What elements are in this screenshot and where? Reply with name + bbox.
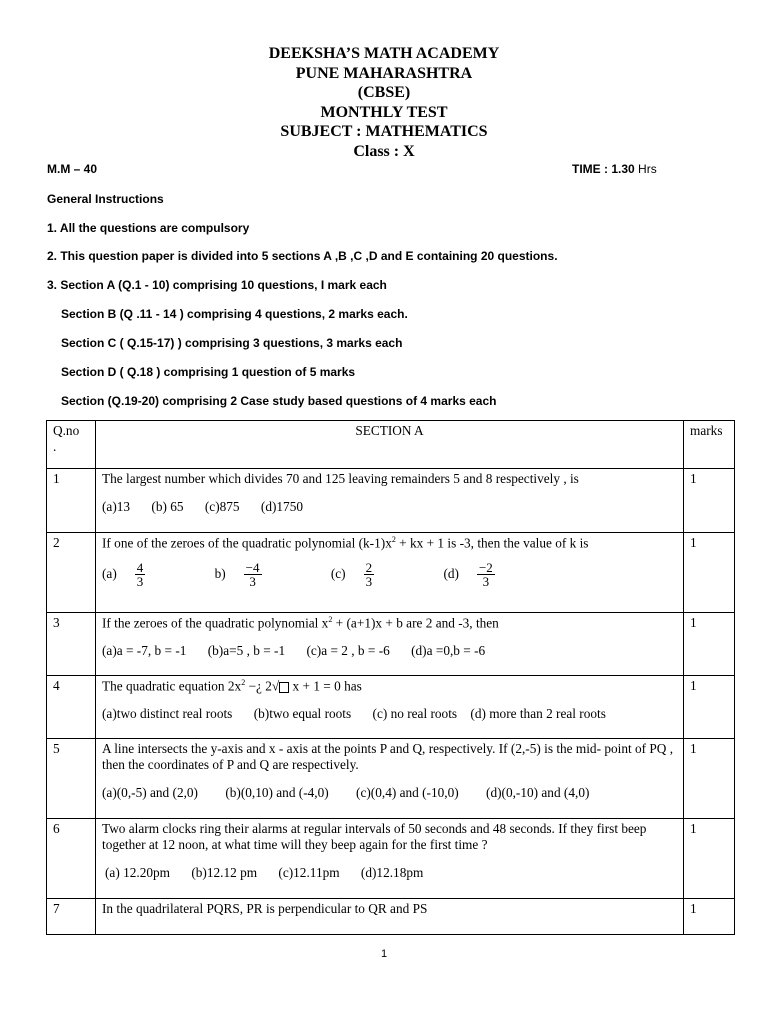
question-marks: 1 <box>684 533 735 613</box>
academy-city: PUNE MAHARASHTRA <box>295 64 473 82</box>
option-a: (a)a = -7, b = -1 <box>102 643 187 659</box>
academy-name: DEEKSHA’S MATH ACADEMY <box>268 45 500 62</box>
option-b: b) $\frac{-4}{3}$ <box>214 560 260 590</box>
marks-header: marks <box>684 421 735 469</box>
instruction-3: 3. Section A (Q.1 - 10) comprising 10 questions, I mark each <box>47 278 387 292</box>
option-c: (c) no real roots <box>372 706 458 722</box>
option-a: (a)13 <box>102 499 131 514</box>
table-row <box>47 469 735 533</box>
question-number: 5 <box>47 739 96 819</box>
time-allowed <box>572 162 657 176</box>
table-row <box>47 613 735 676</box>
table-row <box>47 676 735 739</box>
question-marks: 1 <box>684 739 735 819</box>
table-header-row <box>47 421 735 469</box>
option-b: (b) 65 <box>151 499 184 514</box>
instruction-1: 1. All the questions are compulsory <box>47 221 250 235</box>
instructions-title: General Instructions <box>47 192 164 206</box>
question-body <box>96 533 684 613</box>
option-a: (a) 12.20pm <box>105 865 170 880</box>
option-b: (b)a=5 , b = -1 <box>207 643 286 659</box>
question-text: The quadratic equation $2x^2$ −¿ 2√ x + 1 = 0 has <box>102 678 362 694</box>
time-unit: Hrs <box>638 162 657 176</box>
question-options <box>102 499 677 515</box>
option-c: (c)875 <box>204 499 240 514</box>
question-marks: 1 <box>684 899 735 935</box>
question-number: 6 <box>47 819 96 899</box>
document-header <box>0 44 768 161</box>
page-number: 1 <box>380 948 388 960</box>
question-marks: 1 <box>684 819 735 899</box>
question-body <box>96 899 684 935</box>
question-body <box>96 613 684 676</box>
questions-table <box>46 420 735 935</box>
option-c: (c)a = 2 , b = -6 <box>306 643 390 659</box>
option-b: (b)two equal roots <box>253 706 352 722</box>
option-c: (c)(0,4) and (-10,0) <box>356 785 459 800</box>
time-label: TIME : 1.30 <box>572 162 635 176</box>
question-options <box>102 865 677 881</box>
question-marks: 1 <box>684 469 735 533</box>
board: (CBSE) <box>357 84 411 101</box>
question-text: In the quadrilateral PQRS, PR is perpendicular to QR and PS <box>102 901 428 916</box>
question-number: 7 <box>47 899 96 935</box>
question-body <box>96 676 684 739</box>
question-number: 4 <box>47 676 96 739</box>
question-text: If the zeroes of the quadratic polynomial $x^2 + (a+1)x + b$ are 2 and -3, then <box>102 615 499 631</box>
option-d: (d)1750 <box>260 499 303 514</box>
section-title: SECTION A <box>96 421 684 469</box>
question-text: A line intersects the y-axis and x - axis at the points P and Q, respectively. If (2,-5) is the mid- point of PQ , then the coordinates of P and Q are respectively. <box>102 741 674 772</box>
table-row <box>47 739 735 819</box>
table-row <box>47 899 735 935</box>
option-d: (d) more than 2 real roots <box>470 706 606 722</box>
table-row <box>47 533 735 613</box>
option-a: (a) $\frac{4}{3}$ <box>102 560 144 590</box>
option-b: (b)(0,10) and (-4,0) <box>225 785 329 800</box>
question-number: 3 <box>47 613 96 676</box>
table-row <box>47 819 735 899</box>
option-d: (d)12.18pm <box>360 865 424 880</box>
instruction-section-c: Section C ( Q.15-17) ) comprising 3 questions, 3 marks each <box>61 336 403 350</box>
max-marks: M.M – 40 <box>47 162 98 176</box>
question-text: If one of the zeroes of the quadratic polynomial $(k-1)x^2$ + kx + 1 is -3, then the value of k is <box>102 535 589 551</box>
subject: SUBJECT : MATHEMATICS <box>280 123 488 140</box>
option-d: (d) $\frac{-2}{3}$ <box>443 560 493 590</box>
instruction-section-e: Section (Q.19-20) comprising 2 Case study based questions of 4 marks each <box>61 394 497 408</box>
question-text: The largest number which divides 70 and 125 leaving remainders 5 and 8 respectively , is <box>102 471 579 486</box>
question-marks: 1 <box>684 613 735 676</box>
question-text: Two alarm clocks ring their alarms at regular intervals of 50 seconds and 48 seconds. If they first beep together at 12 noon, at what time will they beep again for the first time ? <box>102 821 647 852</box>
question-number: 1 <box>47 469 96 533</box>
question-options <box>102 706 677 722</box>
question-options <box>102 561 677 588</box>
instruction-section-b: Section B (Q .11 - 14 ) comprising 4 questions, 2 marks each. <box>61 307 408 321</box>
option-c: (c) $\frac{2}{3}$ <box>330 560 373 590</box>
option-a: (a)(0,-5) and (2,0) <box>102 785 198 800</box>
option-d: (d)a =0,b = -6 <box>411 643 486 659</box>
sqrt-placeholder-box <box>279 682 289 693</box>
test-name: MONTHLY TEST <box>320 103 448 121</box>
option-a: (a)two distinct real roots <box>102 706 233 722</box>
question-body <box>96 469 684 533</box>
instruction-2: 2. This question paper is divided into 5 sections A ,B ,C ,D and E containing 20 questions. <box>47 249 558 263</box>
question-marks: 1 <box>684 676 735 739</box>
option-d: (d)(0,-10) and (4,0) <box>486 785 590 800</box>
question-options <box>102 643 677 659</box>
qno-header: Q.no . <box>47 421 96 469</box>
question-number: 2 <box>47 533 96 613</box>
question-options <box>102 785 677 801</box>
option-c: (c)12.11pm <box>278 865 340 880</box>
instruction-section-d: Section D ( Q.18 ) comprising 1 question of 5 marks <box>61 365 356 379</box>
question-body <box>96 739 684 819</box>
option-b: (b)12.12 pm <box>191 865 258 880</box>
class: Class : X <box>353 142 415 160</box>
question-body <box>96 819 684 899</box>
